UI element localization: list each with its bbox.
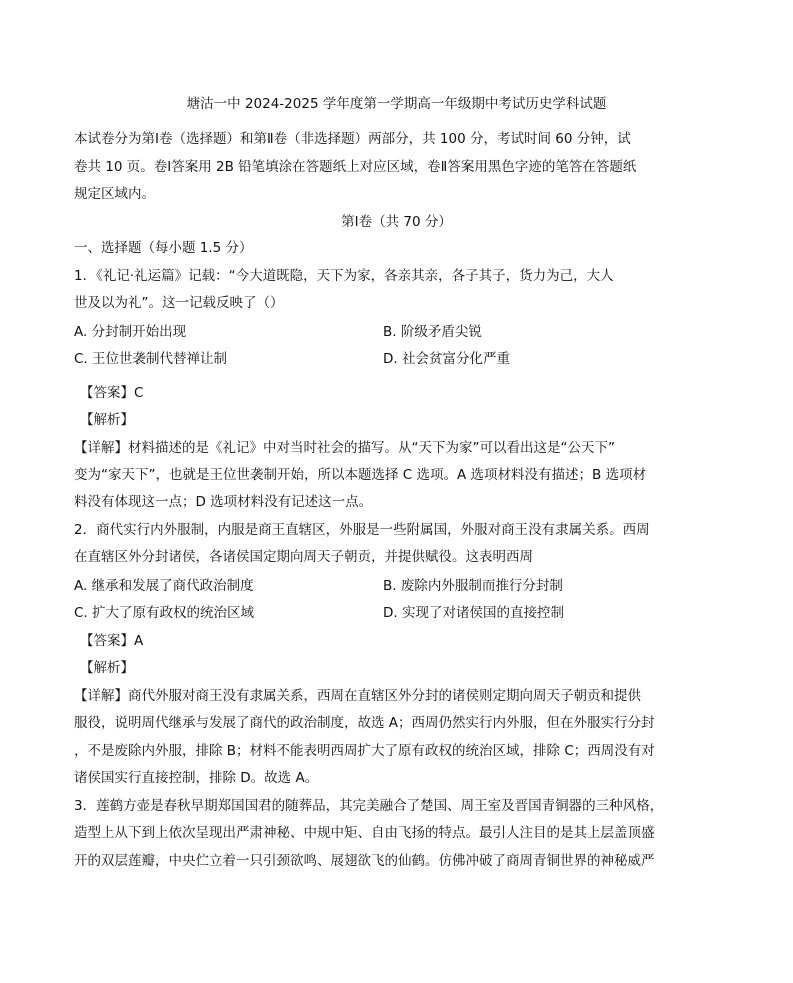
- q1-analysis-label: 【解析】: [80, 412, 134, 428]
- q2-option-a: A. 继承和发展了商代政治制度: [74, 578, 254, 594]
- question-3-stem: 造型上从下到上依次呈现出严肃神秘、中规中矩、自由飞扬的特点。最引人注目的是其上层盖顶盛: [74, 825, 655, 841]
- question-3-stem: 3．莲鹤方壶是春秋早期郑国国君的随葬品，其完美融合了楚国、周王室及晋国青铜器的三种风格，: [74, 798, 664, 814]
- section-title: 第Ⅰ卷（共 70 分）: [341, 214, 452, 230]
- q2-detail: 服役，说明周代继承与发展了商代的政治制度，故选 A；西周仍然实行内外服，但在外服实行分封: [74, 715, 655, 731]
- part-heading: 一、选择题（每小题 1.5 分）: [74, 240, 253, 256]
- exam-title: 塘沽一中 2024-2025 学年度第一学期高一年级期中考试历史学科试题: [186, 96, 607, 112]
- intro-line: 卷共 10 页。卷Ⅰ答案用 2B 铅笔填涂在答题纸上对应区域，卷Ⅱ答案用黑色字迹的笔答在答题纸: [74, 159, 637, 175]
- question-2-stem: 2．商代实行内外服制，内服是商王直辖区，外服是一些附属国，外服对商王没有隶属关系。西周: [74, 522, 650, 538]
- question-3-stem: 开的双层莲瓣，中央伫立着一只引颈欲鸣、展翅欲飞的仙鹤。仿佛冲破了商周青铜世界的神秘威严: [74, 853, 655, 869]
- q1-option-c: C. 王位世袭制代替禅让制: [74, 351, 228, 367]
- intro-line: 本试卷分为第Ⅰ卷（选择题）和第Ⅱ卷（非选择题）两部分，共 100 分，考试时间 60 分钟，试: [74, 131, 631, 147]
- q2-option-c: C. 扩大了原有政权的统治区域: [74, 605, 255, 621]
- q2-analysis-label: 【解析】: [80, 660, 134, 676]
- q1-detail: 料没有体现这一点；D 选项材料没有记述这一点。: [74, 494, 373, 510]
- q1-option-b: B. 阶级矛盾尖锐: [383, 324, 482, 340]
- question-1-stem: 世及以为礼”。这一记载反映了（）: [74, 295, 284, 311]
- q1-detail: 【详解】材料描述的是《礼记》中对当时社会的描写。从“天下为家”可以看出这是“公天下”: [74, 440, 615, 456]
- q1-answer: 【答案】C: [80, 385, 144, 401]
- q1-option-d: D. 社会贫富分化严重: [383, 351, 510, 367]
- q2-option-d: D. 实现了对诸侯国的直接控制: [383, 605, 564, 621]
- q2-option-b: B. 废除内外服制而推行分封制: [383, 578, 563, 594]
- q1-option-a: A. 分封制开始出现: [74, 324, 187, 340]
- question-2-stem: 在直辖区外分封诸侯，各诸侯国定期向周天子朝贡，并提供赋役。这表明西周: [74, 549, 533, 565]
- q2-answer: 【答案】A: [80, 633, 144, 649]
- intro-line: 规定区域内。: [74, 186, 155, 202]
- q2-detail: 【详解】商代外服对商王没有隶属关系，西周在直辖区外分封的诸侯则定期向周天子朝贡和提供: [74, 688, 641, 704]
- q1-detail: 变为“家天下”，也就是王位世袭制开始，所以本题选择 C 选项。A 选项材料没有描述；B 选项材: [74, 467, 647, 483]
- question-1-stem: 1．《礼记·礼运篇》记载：“今大道既隐，天下为家，各亲其亲，各子其子，货力为己，大人: [74, 268, 614, 284]
- q2-detail: 诸侯国实行直接控制，排除 D。故选 A。: [74, 770, 319, 786]
- q2-detail: ，不是废除内外服，排除 B；材料不能表明西周扩大了原有政权的统治区域，排除 C；西周没有对: [74, 743, 655, 759]
